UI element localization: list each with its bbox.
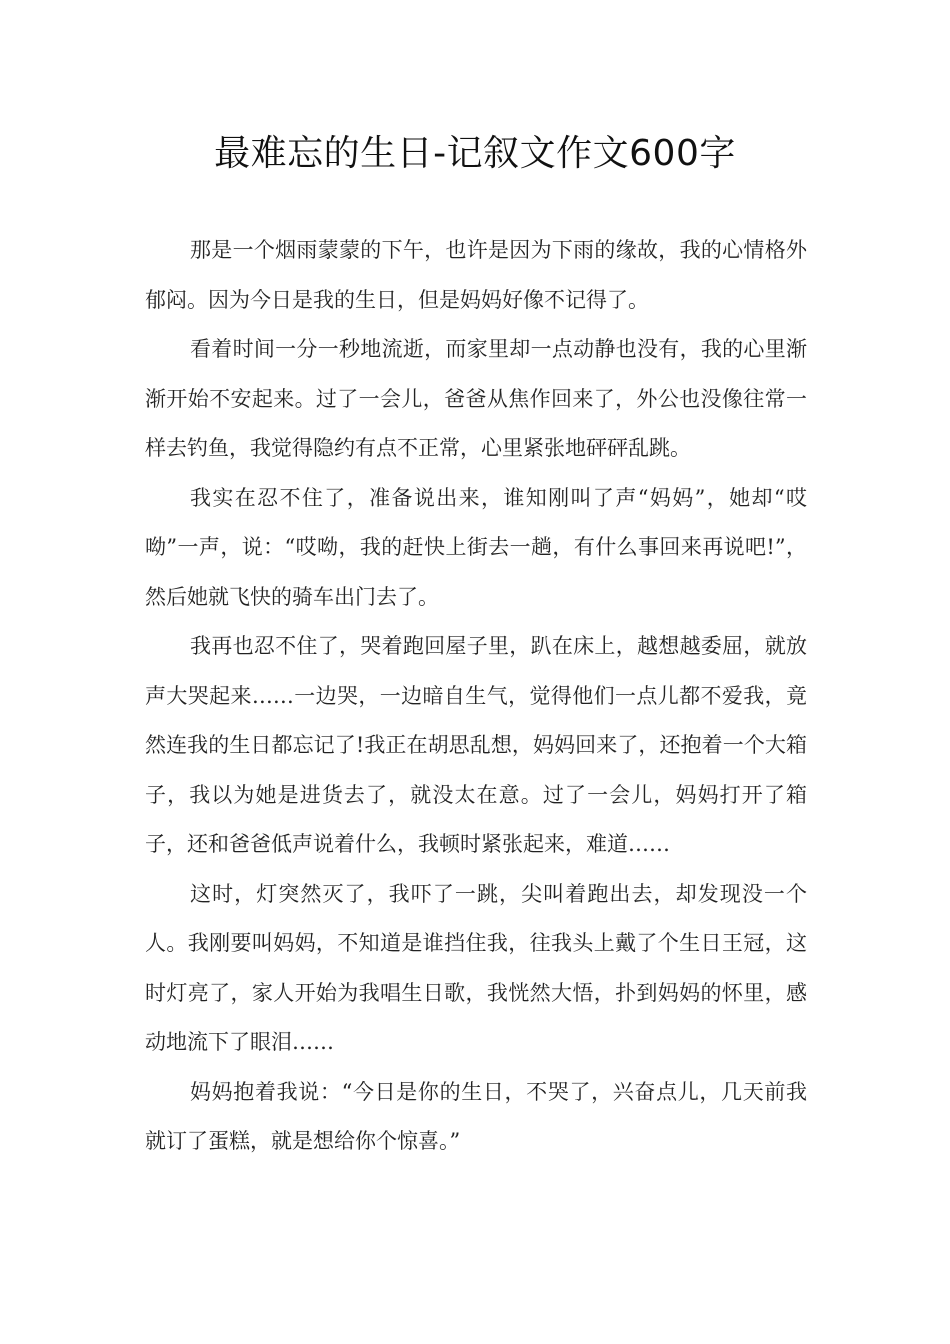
- paragraph-6: 妈妈抱着我说：“今日是你的生日，不哭了，兴奋点儿，几天前我就订了蛋糕，就是想给你个惊喜。”: [145, 1079, 807, 1153]
- document-title: 最难忘的生日-记叙文作文600字: [214, 133, 736, 174]
- paragraph-5: 这时，灯突然灭了，我吓了一跳，尖叫着跑出去，却发现没一个人。我刚要叫妈妈，不知道是谁挡住我，往我头上戴了个生日王冠，这时灯亮了，家人开始为我唱生日歌，我恍然大悟，扑到妈妈的怀里，感动地流下了眼泪……: [145, 881, 807, 1054]
- paragraph-1: 那是一个烟雨蒙蒙的下午，也许是因为下雨的缘故，我的心情格外郁闷。因为今日是我的生日，但是妈妈好像不记得了。: [145, 238, 807, 312]
- document-body: [145, 226, 807, 1167]
- paragraph-4: 我再也忍不住了，哭着跑回屋子里，趴在床上，越想越委屈，就放声大哭起来……一边哭，一边暗自生气，觉得他们一点儿都不爱我，竟然连我的生日都忘记了!我正在胡思乱想，妈妈回来了，还抱着一个大箱子，我以为她是进货去了，就没太在意。过了一会儿，妈妈打开了箱子，还和爸爸低声说着什么，我顿时紧张起来，难道……: [145, 634, 807, 856]
- paragraph-2: 看着时间一分一秒地流逝，而家里却一点动静也没有，我的心里渐渐开始不安起来。过了一会儿，爸爸从焦作回来了，外公也没像往常一样去钓鱼，我觉得隐约有点不正常，心里紧张地砰砰乱跳。: [145, 337, 807, 460]
- paragraph-3: 我实在忍不住了，准备说出来，谁知刚叫了声“妈妈”，她却“哎呦”一声，说：“哎呦，我的赶快上街去一趟，有什么事回来再说吧!”，然后她就飞快的骑车出门去了。: [145, 485, 807, 609]
